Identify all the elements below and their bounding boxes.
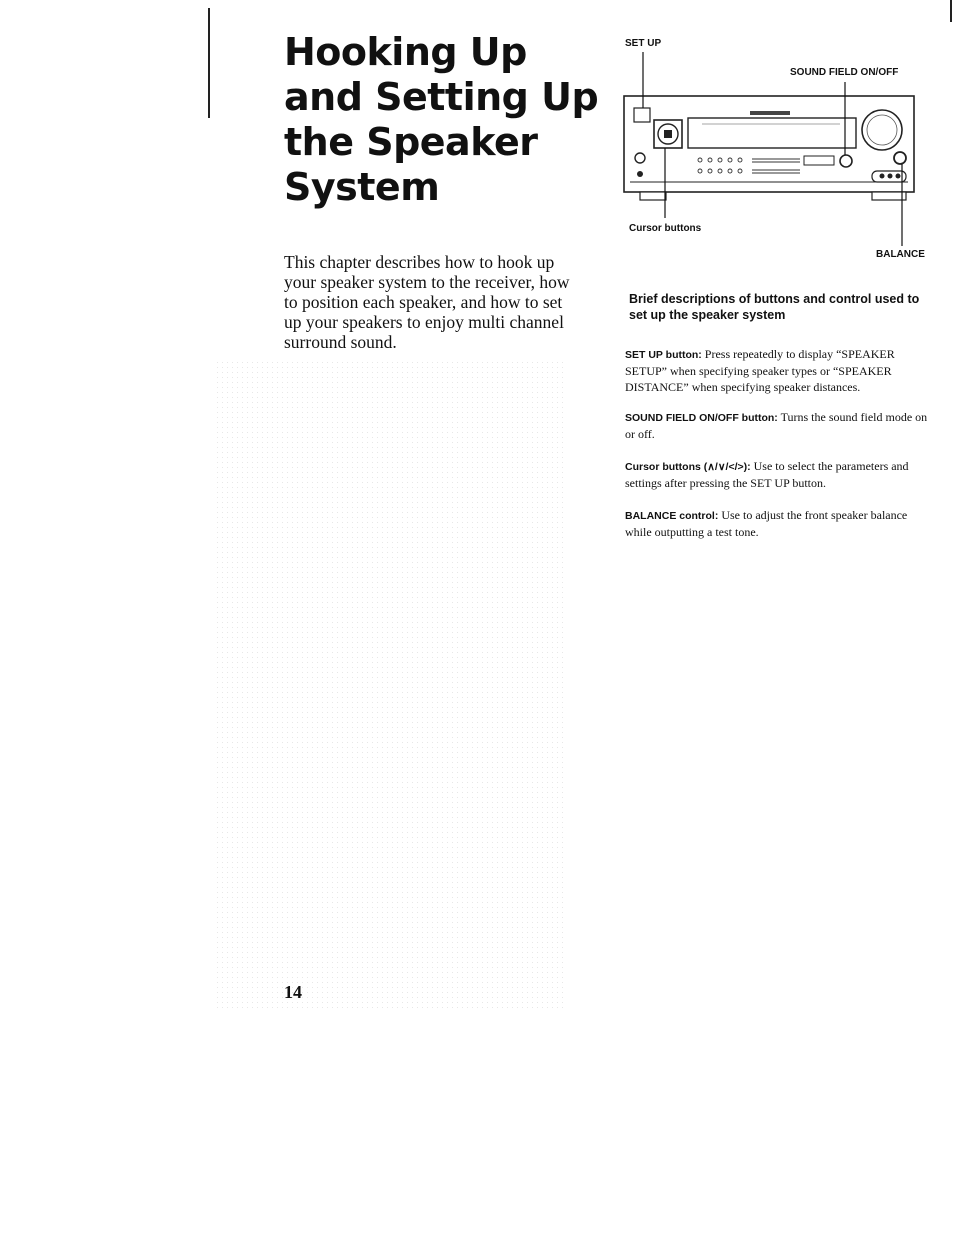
sound-field-button — [840, 155, 852, 167]
label-sound-field: SOUND FIELD ON/OFF — [790, 67, 899, 78]
description-set-up — [625, 346, 935, 395]
edge-rule — [950, 0, 952, 22]
display-window — [688, 118, 856, 148]
brand-logo — [750, 111, 790, 115]
label-cursor-buttons: Cursor buttons — [629, 223, 702, 234]
term-label: BALANCE control: — [625, 510, 719, 522]
description-balance — [625, 507, 935, 540]
label-set-up: SET UP — [625, 38, 662, 49]
term-label: SET UP button: — [625, 349, 702, 361]
receiver-foot — [640, 192, 666, 200]
section-heading: Brief descriptions of buttons and control used to set up the speaker system — [629, 292, 920, 322]
scan-texture — [215, 360, 565, 1010]
margin-rule — [208, 8, 210, 118]
title-line: Hooking Up — [284, 30, 527, 74]
receiver-foot — [872, 192, 906, 200]
term-text: Use to adjust the front speaker balance while outputting a test tone. — [625, 508, 908, 539]
term-text: Press repeatedly to display “SPEAKER SETUP” when specifying speaker types or “SPEAKER DISTANCE” when specifying speaker distances. — [625, 347, 895, 394]
title-line: System — [284, 165, 440, 209]
set-up-button — [634, 108, 650, 122]
term-text: Use to select the parameters and settings after pressing the SET UP button. — [625, 459, 909, 490]
page-title — [284, 30, 604, 210]
term-label: Cursor buttons (∧/∨/</>): — [625, 461, 751, 473]
description-cursor-buttons — [625, 458, 935, 491]
title-line: and Setting Up — [284, 75, 599, 119]
page-number: 14 — [284, 982, 302, 1002]
label-balance: BALANCE — [876, 249, 925, 260]
balance-knob — [894, 152, 906, 164]
description-sound-field — [625, 409, 935, 442]
volume-knob — [862, 110, 902, 150]
term-label: SOUND FIELD ON/OFF button: — [625, 412, 778, 424]
term-text: Turns the sound field mode on or off. — [625, 410, 928, 441]
intro-paragraph: This chapter describes how to hook up your speaker system to the receiver, how to position each speaker, and how to set up your speakers to enjoy multi channel surround sound. — [284, 252, 570, 352]
title-line: the Speaker — [284, 120, 538, 164]
